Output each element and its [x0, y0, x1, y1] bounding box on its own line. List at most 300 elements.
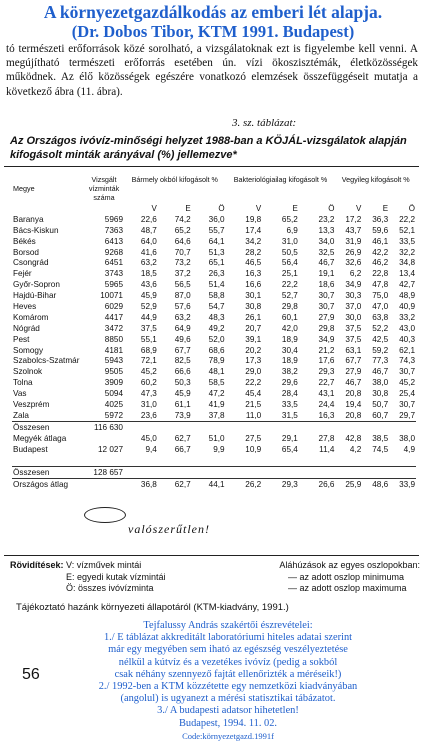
cell: 22,7 [318, 378, 335, 388]
cell: 50,5 [281, 247, 298, 257]
cell: 74,5 [372, 444, 389, 454]
cell: 27,5 [245, 433, 262, 443]
cell: 55,7 [208, 225, 225, 235]
cell: 29,1 [281, 433, 298, 443]
cell: 36,0 [208, 214, 225, 224]
table-row [12, 214, 416, 225]
header-county: Megye [13, 184, 35, 193]
intro-paragraph: tó természeti erőforrások közé sorolható, a vizsgálatoknak ezt is figyelembe kell venni. A megújítható természeti erőforrás esetében ún. vízi ökoszisztémák, életközösségek működnek. Az élő közösségek egészére vonatkozó elemzések összefüggéseit mutatja a következő ábra (11. ábra). [6, 43, 418, 98]
cell: 51,4 [208, 280, 225, 290]
cell: 50,3 [174, 378, 191, 388]
cell: 39,1 [245, 334, 262, 344]
county-name: Komárom [13, 312, 49, 322]
table-row [12, 366, 416, 377]
cell: 43,7 [345, 225, 362, 235]
cell: 37,2 [174, 269, 191, 279]
grand-total-count: 128 657 [84, 466, 124, 478]
cell: 21,5 [245, 399, 262, 409]
cell: 64,0 [140, 236, 157, 246]
cell: 64,6 [174, 236, 191, 246]
cell: 34,0 [318, 236, 335, 246]
expert-note [44, 620, 412, 742]
cell: 52,2 [372, 323, 389, 333]
handwritten-annotation: valószerűtlen! [128, 522, 210, 536]
note-line: 1./ E táblázat akkreditált laboratóriumi hiteles adatai szerint [103, 632, 353, 644]
cell: 43,6 [140, 280, 157, 290]
cell: 51,0 [208, 433, 225, 443]
cell: 34,8 [399, 258, 415, 268]
cell: 67,7 [345, 356, 362, 366]
cell: 63,2 [140, 258, 157, 268]
table-summary [12, 421, 416, 489]
cell: 29,3 [318, 367, 335, 377]
cell: 47,0 [372, 301, 389, 311]
county-name: Fejér [13, 269, 32, 279]
cell: 42,8 [345, 433, 362, 443]
table-caption: Az Országos ivóvíz-minőségi helyzet 1988-ban a KÖJÁL-vizsgálatok alapján kifogásolt minták arányával (%) jellemezve* [10, 135, 407, 161]
sub-header: Ö [408, 203, 415, 213]
cell: 6,9 [286, 225, 298, 235]
cell: 27,9 [345, 367, 362, 377]
cell: 6413 [104, 236, 123, 246]
cell: 72,1 [140, 356, 157, 366]
cell: 18,9 [281, 356, 298, 366]
cell: 28,4 [281, 389, 298, 399]
cell: 64,1 [208, 236, 225, 246]
cell: 19,4 [345, 399, 362, 409]
cell: 32,2 [399, 247, 415, 257]
cell: 43,0 [399, 323, 415, 333]
cell: 46,1 [372, 236, 389, 246]
cell: 32,5 [318, 247, 335, 257]
header-chem: Vegyileg kifogásolt % [341, 175, 410, 184]
cell: 46,7 [345, 378, 362, 388]
cell: 67,7 [174, 345, 191, 355]
cell: 6451 [104, 258, 123, 268]
title-line-1: A környezetgazdálkodás az emberi lét alapja. [43, 2, 383, 22]
cell: 44,9 [140, 312, 157, 322]
cell: 59,6 [372, 225, 389, 235]
cell: 34,9 [318, 334, 335, 344]
note-line: már egy megyében sem iható az egészség veszélyeztetése [108, 644, 348, 656]
cell: 29,6 [281, 378, 298, 388]
cell: 36,3 [372, 214, 389, 224]
cell: 48,7 [140, 225, 157, 235]
cell: 8850 [104, 334, 123, 344]
national-average-label: Országos átlag [12, 478, 84, 489]
cell: 78,9 [208, 356, 225, 366]
cell: 18,6 [318, 280, 335, 290]
cell: 52,1 [399, 225, 415, 235]
cell: 22,2 [245, 378, 262, 388]
cell: 74,2 [174, 214, 191, 224]
table-row [12, 279, 416, 290]
table-number: 3. sz. táblázat: [232, 117, 297, 129]
cell: 73,9 [174, 410, 191, 420]
cell: 23,2 [318, 214, 335, 224]
cell: 73,2 [174, 258, 191, 268]
total-row [12, 421, 416, 432]
cell: 5969 [104, 214, 123, 224]
cell: 20,8 [345, 389, 362, 399]
cell: 29,0 [245, 367, 262, 377]
cell: 29,8 [318, 323, 335, 333]
abbrev-e: E: egyedi kutak vízmintái [66, 571, 166, 582]
county-name: Veszprém [13, 399, 50, 409]
county-name: Szabolcs-Szatmár [13, 356, 80, 366]
cell: 45,4 [245, 389, 262, 399]
cell: 61,1 [174, 399, 191, 409]
cell: 25,9 [335, 478, 362, 489]
header-bact: Bakteriológiailag kifogásolt % [233, 175, 328, 184]
cell: 47,3 [140, 389, 157, 399]
cell: 34,9 [345, 280, 362, 290]
cell: 23,6 [140, 410, 157, 420]
county-name: Somogy [13, 345, 44, 355]
cell: 22,8 [372, 269, 389, 279]
cell: 46,5 [245, 258, 262, 268]
cell: 49,6 [174, 334, 191, 344]
sub-header: E [185, 203, 191, 213]
cell: 22,6 [140, 214, 157, 224]
cell: 60,2 [140, 378, 157, 388]
note-line: Budapest, 1994. 11. 02. [178, 717, 278, 729]
cell: 30,3 [345, 291, 362, 301]
cell: 17,2 [345, 214, 362, 224]
table-row [12, 399, 416, 410]
cell: 47,2 [208, 389, 225, 399]
average-row [12, 433, 416, 444]
table-row [12, 290, 416, 301]
cell: 45,9 [140, 291, 157, 301]
cell: 31,5 [281, 410, 298, 420]
cell: 75,0 [372, 291, 389, 301]
cell: 16,3 [245, 269, 262, 279]
cell: 6029 [104, 301, 123, 311]
cell: 31,9 [345, 236, 362, 246]
table-row [12, 236, 416, 247]
cell: 26,2 [226, 478, 263, 489]
cell: 5094 [104, 389, 123, 399]
cell: 45,2 [399, 378, 415, 388]
cell: 24,4 [318, 399, 335, 409]
abbreviations [10, 560, 420, 595]
cell: 48,1 [208, 367, 225, 377]
cell: 52,0 [208, 334, 225, 344]
cell: 18,5 [140, 269, 157, 279]
cell: 25,1 [281, 269, 298, 279]
grand-total-label: Összesen [12, 466, 84, 478]
cell: 4181 [104, 345, 123, 355]
cell: 40,3 [399, 334, 415, 344]
county-name: Bács-Kiskun [13, 225, 59, 235]
note-line: csak néhány szennyező fajtát ellenőrizték a méréseik!) [114, 668, 342, 680]
cell: 48,3 [208, 312, 225, 322]
average-label: Megyék átlaga [13, 433, 67, 443]
county-name: Pest [13, 334, 30, 344]
cell: 30,8 [372, 389, 389, 399]
cell: 41,9 [208, 399, 225, 409]
county-name: Borsod [13, 247, 39, 257]
cell: 29,8 [281, 301, 298, 311]
header-any: Bármely okból kifogásolt % [131, 175, 218, 184]
county-name: Hajdú-Bihar [13, 291, 57, 301]
cell: 30,0 [345, 312, 362, 322]
sub-header: V [151, 203, 157, 213]
cell: 45,0 [140, 433, 157, 443]
cell: 30,7 [399, 399, 415, 409]
cell: 9,4 [145, 444, 157, 454]
handwritten-circle [84, 507, 126, 523]
table-row [12, 247, 416, 258]
cell: 52,9 [140, 301, 157, 311]
cell: 26,9 [345, 247, 362, 257]
cell: 21,2 [318, 345, 335, 355]
sub-header: Ö [218, 203, 225, 213]
page-number: 56 [22, 666, 40, 683]
cell: 13,3 [318, 225, 335, 235]
cell: 27,9 [318, 312, 335, 322]
cell: 65,2 [281, 214, 298, 224]
sub-header: E [382, 203, 389, 213]
cell: 37,5 [345, 323, 362, 333]
cell: 42,0 [281, 323, 298, 333]
cell: 63,2 [174, 312, 191, 322]
note-line: 3./ A budapesti adatsor hihetetlen! [157, 705, 299, 717]
cell: 20,8 [345, 410, 362, 420]
abbrev-o: Ö: összes ivóvízminta [66, 583, 154, 593]
cell: 19,1 [318, 269, 335, 279]
county-name: Győr-Sopron [13, 280, 60, 290]
cell: 20,2 [245, 345, 262, 355]
table-body [12, 214, 416, 421]
cell: 55,1 [140, 334, 157, 344]
cell: 70,7 [174, 247, 191, 257]
cell: 38,0 [399, 433, 415, 443]
cell: 59,2 [372, 345, 389, 355]
cell: 3472 [104, 323, 123, 333]
cell: 60,7 [372, 410, 389, 420]
county-name: Nógrád [13, 323, 40, 333]
cell: 30,7 [399, 367, 415, 377]
cell: 68,6 [208, 345, 225, 355]
county-name: Csongrád [13, 258, 49, 268]
county-name: Vas [13, 389, 27, 399]
table-row [12, 355, 416, 366]
budapest-label: Budapest [13, 444, 48, 454]
cell: 4025 [104, 399, 123, 409]
cell: 11,0 [245, 410, 262, 420]
cell: 16,3 [318, 410, 335, 420]
cell: 13,4 [399, 269, 415, 279]
cell: 22,2 [399, 214, 415, 224]
table-row [12, 301, 416, 312]
cell: 56,4 [281, 258, 298, 268]
cell: 6,2 [349, 269, 362, 279]
sub-header: V [355, 203, 362, 213]
cell: 58,8 [208, 291, 225, 301]
cell: 45,9 [174, 389, 191, 399]
cell: 17,3 [245, 356, 262, 366]
abbrev-min: — az adott oszlop minimuma [288, 571, 405, 582]
cell: 19,8 [245, 214, 262, 224]
cell: 28,2 [245, 247, 262, 257]
table-row [12, 388, 416, 399]
cell: 56,5 [174, 280, 191, 290]
county-name: Tolna [13, 378, 33, 388]
cell: 40,9 [399, 301, 415, 311]
cell: 32,6 [345, 258, 362, 268]
cell: 64,9 [174, 323, 191, 333]
cell: 4,9 [403, 444, 415, 454]
county-name: Zala [13, 410, 29, 420]
cell: 48,6 [362, 478, 389, 489]
cell: 60,1 [281, 312, 298, 322]
cell: 63,8 [372, 312, 389, 322]
cell: 30,7 [318, 291, 335, 301]
sub-header: Ö [328, 203, 335, 213]
cell: 37,8 [208, 410, 225, 420]
county-name: Szolnok [13, 367, 43, 377]
cell: 38,5 [372, 433, 389, 443]
cell: 38,0 [372, 378, 389, 388]
cell: 9,9 [213, 444, 225, 454]
cell: 66,7 [174, 444, 191, 454]
table-row [12, 312, 416, 323]
cell: 68,9 [140, 345, 157, 355]
cell: 57,6 [174, 301, 191, 311]
table-row [12, 345, 416, 356]
table-row [12, 334, 416, 345]
cell: 4,2 [349, 444, 362, 454]
title-line-2: (Dr. Dobos Tibor, KTM 1991. Budapest) [71, 22, 355, 41]
cell: 10,9 [245, 444, 262, 454]
cell: 3909 [104, 378, 123, 388]
abbrev-note: Aláhúzások az egyes oszlopokban: [279, 560, 420, 570]
cell: 27,8 [318, 433, 335, 443]
note-line: (angolul) is ugyanezt a mérési statisztikai tábázatot. [120, 693, 336, 705]
grand-total-row [12, 466, 416, 478]
note-line: nélkül a kútvíz és a vezetékes ivóvíz (pedig a sokból [118, 656, 338, 668]
cell: 5943 [104, 356, 123, 366]
cell: 31,0 [281, 236, 298, 246]
cell: 4417 [104, 312, 123, 322]
cell: 87,0 [174, 291, 191, 301]
cell: 26,3 [208, 269, 225, 279]
cell: 5972 [104, 410, 123, 420]
cell: 66,6 [174, 367, 191, 377]
cell: 7363 [104, 225, 123, 235]
cell: 33,5 [399, 236, 415, 246]
cell: 17,6 [318, 356, 335, 366]
cell: 47,8 [372, 280, 389, 290]
cell: 25,4 [399, 389, 415, 399]
cell: 42,5 [372, 334, 389, 344]
cell: 29,7 [399, 410, 415, 420]
cell: 9505 [104, 367, 123, 377]
cell: 62,7 [158, 478, 192, 489]
cell: 37,5 [140, 323, 157, 333]
abbrev-max: — az adott oszlop maximuma [288, 583, 407, 593]
sub-header: V [255, 203, 262, 213]
cell: 18,9 [281, 334, 298, 344]
cell: 16,6 [245, 280, 262, 290]
cell: 17,4 [245, 225, 262, 235]
cell: 26,6 [299, 478, 336, 489]
cell: 38,2 [281, 367, 298, 377]
cell: 33,5 [281, 399, 298, 409]
cell: 33,9 [389, 478, 416, 489]
cell: 44,1 [192, 478, 226, 489]
table-row [12, 323, 416, 334]
cell: 46,2 [372, 258, 389, 268]
cell: 65,4 [281, 444, 298, 454]
cell: 49,2 [208, 323, 225, 333]
cell: 54,7 [208, 301, 225, 311]
cell: 20,7 [245, 323, 262, 333]
cell: 77,3 [372, 356, 389, 366]
cell: 65,2 [174, 225, 191, 235]
note-code: Code:környezetgazd.1991f [182, 730, 274, 741]
cell: 62,1 [399, 345, 415, 355]
table-row [12, 268, 416, 279]
cell: 30,7 [318, 301, 335, 311]
note-line: 2./ 1992-ben a KTM közzétette egy nemzetközi kiadványában [98, 681, 358, 693]
cell: 41,6 [140, 247, 157, 257]
cell: 46,7 [372, 367, 389, 377]
cell: 12 027 [97, 444, 123, 454]
cell: 63,1 [345, 345, 362, 355]
water-quality-table [12, 174, 416, 490]
cell: 5965 [104, 280, 123, 290]
abbrev-v: V: vízművek mintái [66, 560, 142, 570]
cell: 74,3 [399, 356, 415, 366]
cell: 52,7 [281, 291, 298, 301]
total-label: Összesen [12, 421, 84, 432]
cell: 30,8 [245, 301, 262, 311]
cell: 58,5 [208, 378, 225, 388]
table-row [12, 410, 416, 421]
total-count: 116 630 [84, 421, 124, 432]
abbrev-title: Rövidítések: [10, 560, 64, 570]
cell: 30,4 [281, 345, 298, 355]
cell: 50,7 [372, 399, 389, 409]
header-samples: Vizsgált vízminták száma [88, 175, 120, 202]
cell: 10071 [100, 291, 123, 301]
national-average-row [12, 478, 416, 489]
cell: 34,2 [245, 236, 262, 246]
cell: 26,1 [245, 312, 262, 322]
cell: 45,2 [140, 367, 157, 377]
county-name: Békés [13, 236, 36, 246]
note-line: Tejfalussy András szakértői észrevételei: [143, 620, 313, 631]
table-row [12, 377, 416, 388]
cell: 31,0 [140, 399, 157, 409]
cell: 82,5 [174, 356, 191, 366]
county-name: Baranya [13, 214, 44, 224]
cell: 9268 [104, 247, 123, 257]
cell: 48,9 [399, 291, 415, 301]
cell: 33,2 [399, 312, 415, 322]
cell: 29,3 [262, 478, 299, 489]
cell: 43,1 [318, 389, 335, 399]
cell: 51,3 [208, 247, 225, 257]
cell: 65,1 [208, 258, 225, 268]
cell: 46,7 [318, 258, 335, 268]
budapest-row [12, 444, 416, 455]
table-row [12, 225, 416, 236]
cell: 36,8 [124, 478, 158, 489]
